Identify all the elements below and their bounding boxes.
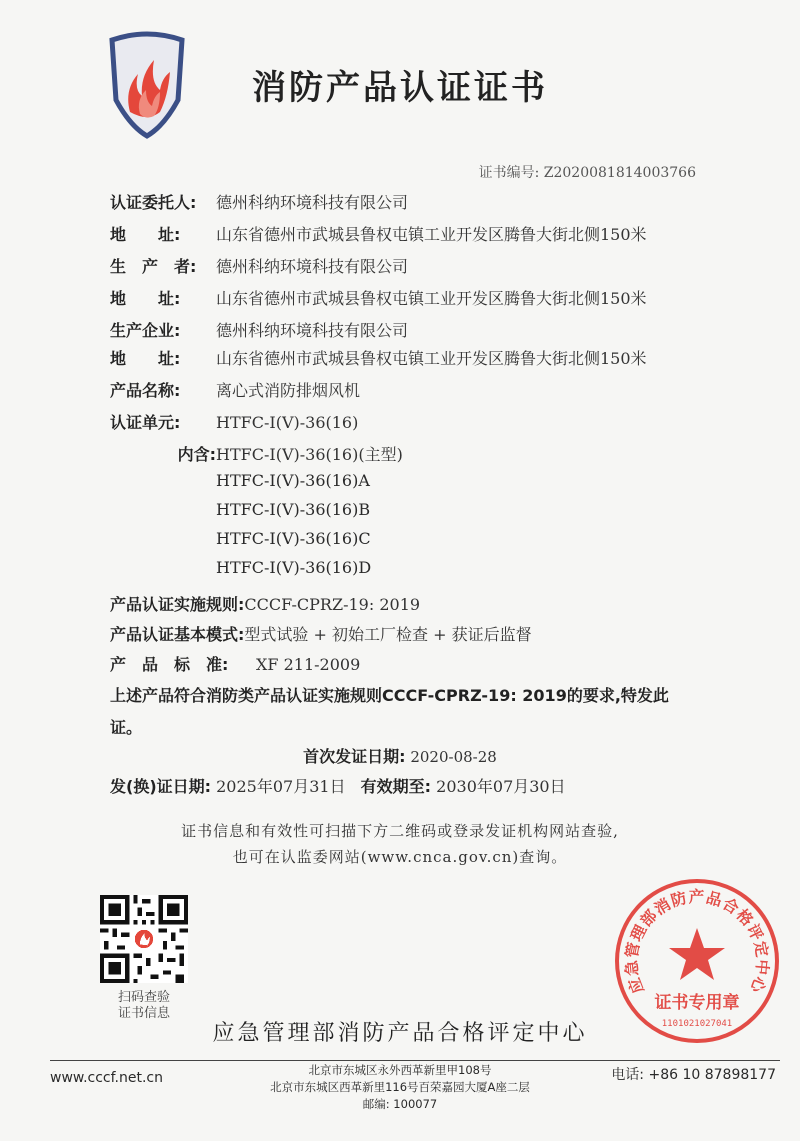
- qr-caption-line: 证书信息: [117, 1006, 170, 1021]
- issue-date-value: 2025年07月31日: [216, 777, 346, 796]
- model-item: HTFC-I(V)-36(16)A: [216, 471, 370, 490]
- certificate-number-value: Z2020081814003766: [543, 165, 696, 181]
- factory-value: 德州科纳环境科技有限公司: [216, 321, 409, 340]
- model-item: HTFC-I(V)-36(16)C: [216, 529, 371, 548]
- svg-text:应急管理部消防产品合格评定中心: 应急管理部消防产品合格评定中心: [622, 888, 772, 996]
- issuing-authority: 应急管理部消防产品合格评定中心: [212, 1021, 588, 1046]
- first-issue-date-value: 2020-08-28: [410, 748, 497, 766]
- qr-code[interactable]: [100, 895, 188, 983]
- verification-notice-line: 也可在认监委网站(www.cnca.gov.cn)查询。: [232, 848, 568, 866]
- client-address-value: 山东省德州市武城县鲁权屯镇工业开发区腾鲁大街北侧150米: [216, 225, 647, 244]
- svg-text:证书专用章: 证书专用章: [654, 993, 740, 1013]
- footer-website[interactable]: www.cccf.net.cn: [50, 1070, 163, 1086]
- certificate-number-label: 证书编号:: [478, 165, 540, 181]
- rule-label: 产品认证实施规则:: [110, 595, 245, 614]
- first-issue-date-row: [0, 744, 800, 767]
- svg-text:1101021027041: 1101021027041: [661, 1019, 733, 1029]
- rule-row: [110, 592, 420, 615]
- model-item: HTFC-I(V)-36(16)D: [216, 558, 372, 577]
- rule-value: CCCF-CPRZ-19: 2019: [244, 595, 421, 614]
- standard-value: XF 211-2009: [256, 655, 361, 674]
- model-item: HTFC-I(V)-36(16)B: [216, 500, 371, 519]
- client-row: [110, 190, 408, 213]
- certificate-number: [479, 162, 696, 182]
- factory-address-label: 地 址:: [110, 349, 181, 368]
- compliance-statement: 上述产品符合消防类产品认证实施规则CCCF-CPRZ-19: 2019的要求,特发此证。: [110, 686, 669, 737]
- mode-value: 型式试验 + 初始工厂检查 + 获证后监督: [244, 625, 532, 644]
- valid-until-value: 2030年07月30日: [436, 777, 566, 796]
- footer-address-line: 北京市东城区西革新里116号百荣嘉园大厦A座二层: [270, 1080, 530, 1094]
- producer-address-row: [110, 286, 647, 309]
- verification-notice: [0, 818, 800, 870]
- first-issue-date-label: 首次发证日期:: [303, 747, 406, 766]
- contains-label: 内含:: [177, 445, 216, 464]
- producer-address-value: 山东省德州市武城县鲁权屯镇工业开发区腾鲁大街北侧150米: [216, 289, 647, 308]
- contains-row: [110, 442, 403, 465]
- standard-label: 产 品 标 准:: [110, 655, 229, 674]
- product-row: [110, 378, 360, 401]
- factory-row: [110, 318, 408, 341]
- footer-divider: [50, 1060, 780, 1061]
- qr-caption-line: 扫码查验: [117, 990, 170, 1005]
- producer-value: 德州科纳环境科技有限公司: [216, 257, 409, 276]
- product-value: 离心式消防排烟风机: [216, 381, 361, 400]
- page-title: 消防产品认证证书: [252, 68, 548, 108]
- client-label: 认证委托人:: [110, 193, 197, 212]
- standard-row: [110, 652, 360, 675]
- model-item: HTFC-I(V)-36(16)(主型): [216, 445, 403, 464]
- unit-value: HTFC-I(V)-36(16): [216, 413, 359, 432]
- footer-address-line: 北京市东城区永外西革新里甲108号: [308, 1063, 492, 1077]
- producer-label: 生 产 者:: [110, 257, 197, 276]
- footer-phone: 电话: +86 10 87898177: [611, 1067, 776, 1083]
- factory-label: 生产企业:: [110, 321, 181, 340]
- unit-row: [110, 410, 358, 433]
- client-address-row: [110, 222, 647, 245]
- product-label: 产品名称:: [110, 381, 181, 400]
- unit-label: 认证单元:: [110, 413, 181, 432]
- issue-date-label: 发(换)证日期:: [110, 777, 212, 796]
- valid-until-label: 有效期至:: [360, 777, 432, 796]
- client-value: 德州科纳环境科技有限公司: [216, 193, 409, 212]
- producer-row: [110, 254, 408, 277]
- mode-label: 产品认证基本模式:: [110, 625, 245, 644]
- verification-notice-line: 证书信息和有效性可扫描下方二维码或登录发证机构网站查验,: [181, 822, 619, 840]
- factory-address-row: [110, 346, 647, 369]
- client-address-label: 地 址:: [110, 225, 181, 244]
- issue-validity-row: [110, 774, 566, 797]
- mode-row: [110, 622, 532, 645]
- footer-postcode: 邮编: 100077: [362, 1097, 438, 1111]
- factory-address-value: 山东省德州市武城县鲁权屯镇工业开发区腾鲁大街北侧150米: [216, 349, 647, 368]
- producer-address-label: 地 址:: [110, 289, 181, 308]
